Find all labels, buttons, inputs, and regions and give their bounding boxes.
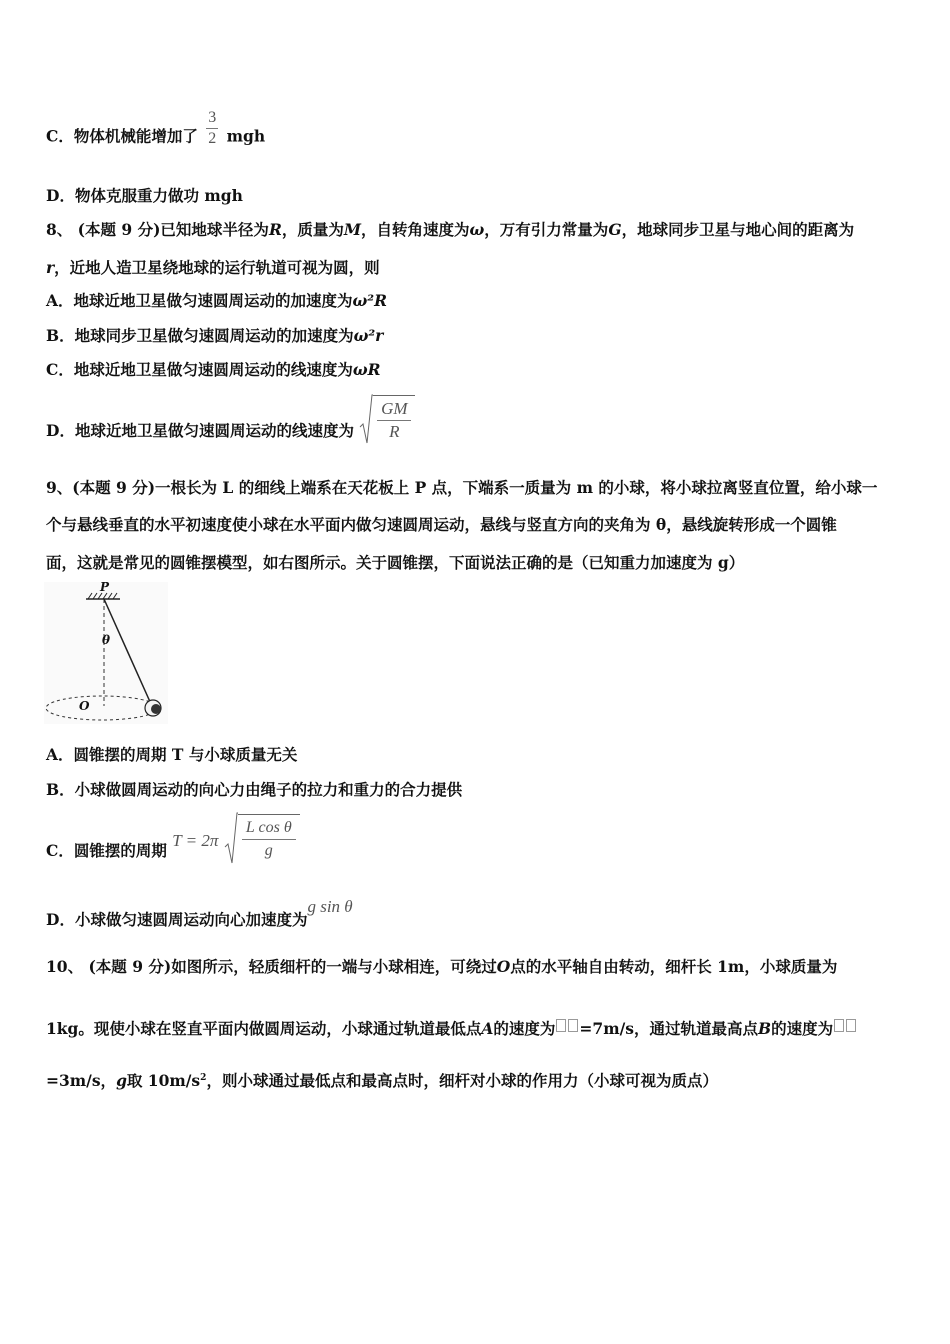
q10-stem-line2: 1kg。现使小球在竖直平面内做圆周运动，小球通过轨道最低点A的速度为 =7m/s，通过轨道最高点B的速度为 — [46, 1019, 857, 1039]
q8-option-d: D．地球近地卫星做匀速圆周运动的线速度为 GM R — [46, 419, 415, 445]
fraction: $\frac{3}{2}$ — [208, 109, 217, 147]
placeholder-box — [568, 1019, 578, 1032]
q9-option-c: C．圆锥摆的周期 T = 2π L cos θ g — [46, 839, 300, 865]
q10-stem-line3: =3m/s，g取 $10m/s^2$，则小球通过最低点和最高点时，细杆对小球的作用力（小球可视为质点） — [46, 1071, 718, 1091]
sqrt-expression: GM R — [359, 393, 415, 445]
q9-stem-line2: 个与悬线垂直的水平初速度使小球在水平面内做匀速圆周运动，悬线与竖直方向的夹角为 θ，悬线旋转形成一个圆锥 — [46, 515, 837, 534]
label-p: P — [100, 580, 110, 594]
sqrt-expression: L cos θ g — [224, 811, 300, 865]
q9-option-b: B．小球做圆周运动的向心力由绳子的拉力和重力的合力提供 — [46, 780, 463, 799]
label-theta: θ — [102, 633, 111, 647]
q9-option-a: A．圆锥摆的周期 T 与小球质量无关 — [46, 745, 298, 764]
placeholder-box — [556, 1019, 566, 1032]
option-d-prev: D．物体克服重力做功 mgh — [46, 186, 243, 205]
conical-pendulum-figure — [44, 582, 168, 724]
q9-stem-line1: 9、(本题 9 分)一根长为 L 的细线上端系在天花板上 P 点，下端系一质量为 m 的小球，将小球拉离竖直位置，给小球一 — [46, 478, 878, 497]
q8-stem-line2: r，近地人造卫星绕地球的运行轨道可视为圆，则 — [46, 258, 380, 277]
q9-stem-line3: 面，这就是常见的圆锥摆模型，如右图所示。关于圆锥摆，下面说法正确的是（已知重力加速度为 g） — [46, 553, 745, 572]
placeholder-box — [846, 1019, 856, 1032]
q8-option-c: C．地球近地卫星做匀速圆周运动的线速度为ωR — [46, 360, 381, 379]
option-c-prev: C．物体机械能增加了 $\frac{3}{2}$ mgh — [46, 109, 266, 147]
q10-stem-line1: 10、 (本题 9 分)如图所示，轻质细杆的一端与小球相连，可绕过O点的水平轴自由转动，细杆长 1m，小球质量为 — [46, 957, 838, 976]
placeholder-box — [834, 1019, 844, 1032]
label-o: O — [79, 699, 90, 713]
q9-option-d: D．小球做匀速圆周运动向心加速度为g sin θ — [46, 897, 353, 929]
q8-option-b: B．地球同步卫星做匀速圆周运动的加速度为ω²r — [46, 326, 384, 345]
q8-stem-line1: 8、 (本题 9 分)已知地球半径为R，质量为M，自转角速度为ω，万有引力常量为G，地球同步卫星与地心间的距离为 — [46, 220, 855, 239]
q8-option-a: A．地球近地卫星做匀速圆周运动的加速度为ω²R — [46, 291, 387, 310]
